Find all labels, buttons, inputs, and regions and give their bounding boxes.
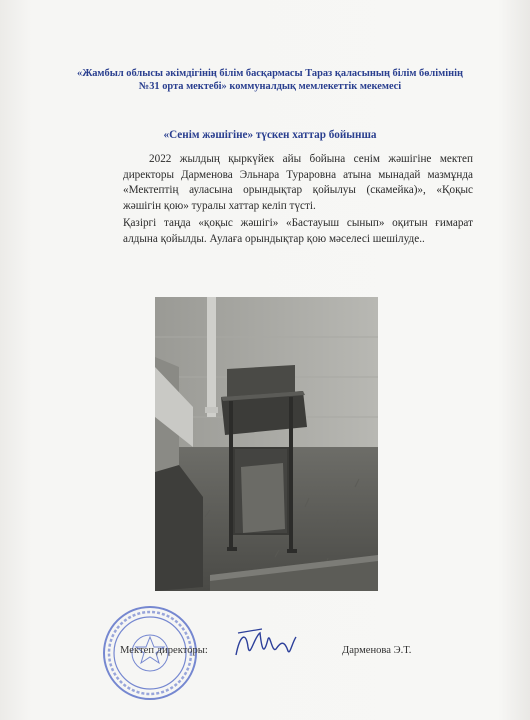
trash-bin-photo <box>155 297 378 591</box>
org-line-2: №31 орта мектебі» коммуналдық мемлекеттік мекемесі <box>138 81 402 92</box>
document-title: «Сенім жәшігіне» түскен хаттар бойынша <box>163 129 377 141</box>
signatory-name: Дарменова Э.Т. <box>342 645 412 656</box>
org-line-1: «Жамбыл облысы әкімдігінің білім басқармасы Тараз қаласының білім бөлімінің <box>77 68 463 79</box>
organization-header <box>70 67 470 93</box>
signature <box>232 625 298 663</box>
paragraph-1: 2022 жылдың қыркүйек айы бойына сенім жәшігіне мектеп директоры Дарменова Эльнара Тураровна атына мынадай мазмұнда «Мектептің ауласына орындықтар қойылуы (скамейка)», «Қоқыс жәшігін қою» туралы хаттар келіп түсті. <box>123 153 473 212</box>
photo-illustration <box>155 297 378 591</box>
paragraph-2: Қазіргі таңда «қоқыс жәшігі» «Бастауыш сынып» оқитын ғимарат алдына қойылды. Аулаға орындықтар қою мәселесі шешілуде.. <box>123 217 473 245</box>
signatory-label: Мектеп директоры: <box>120 645 208 656</box>
